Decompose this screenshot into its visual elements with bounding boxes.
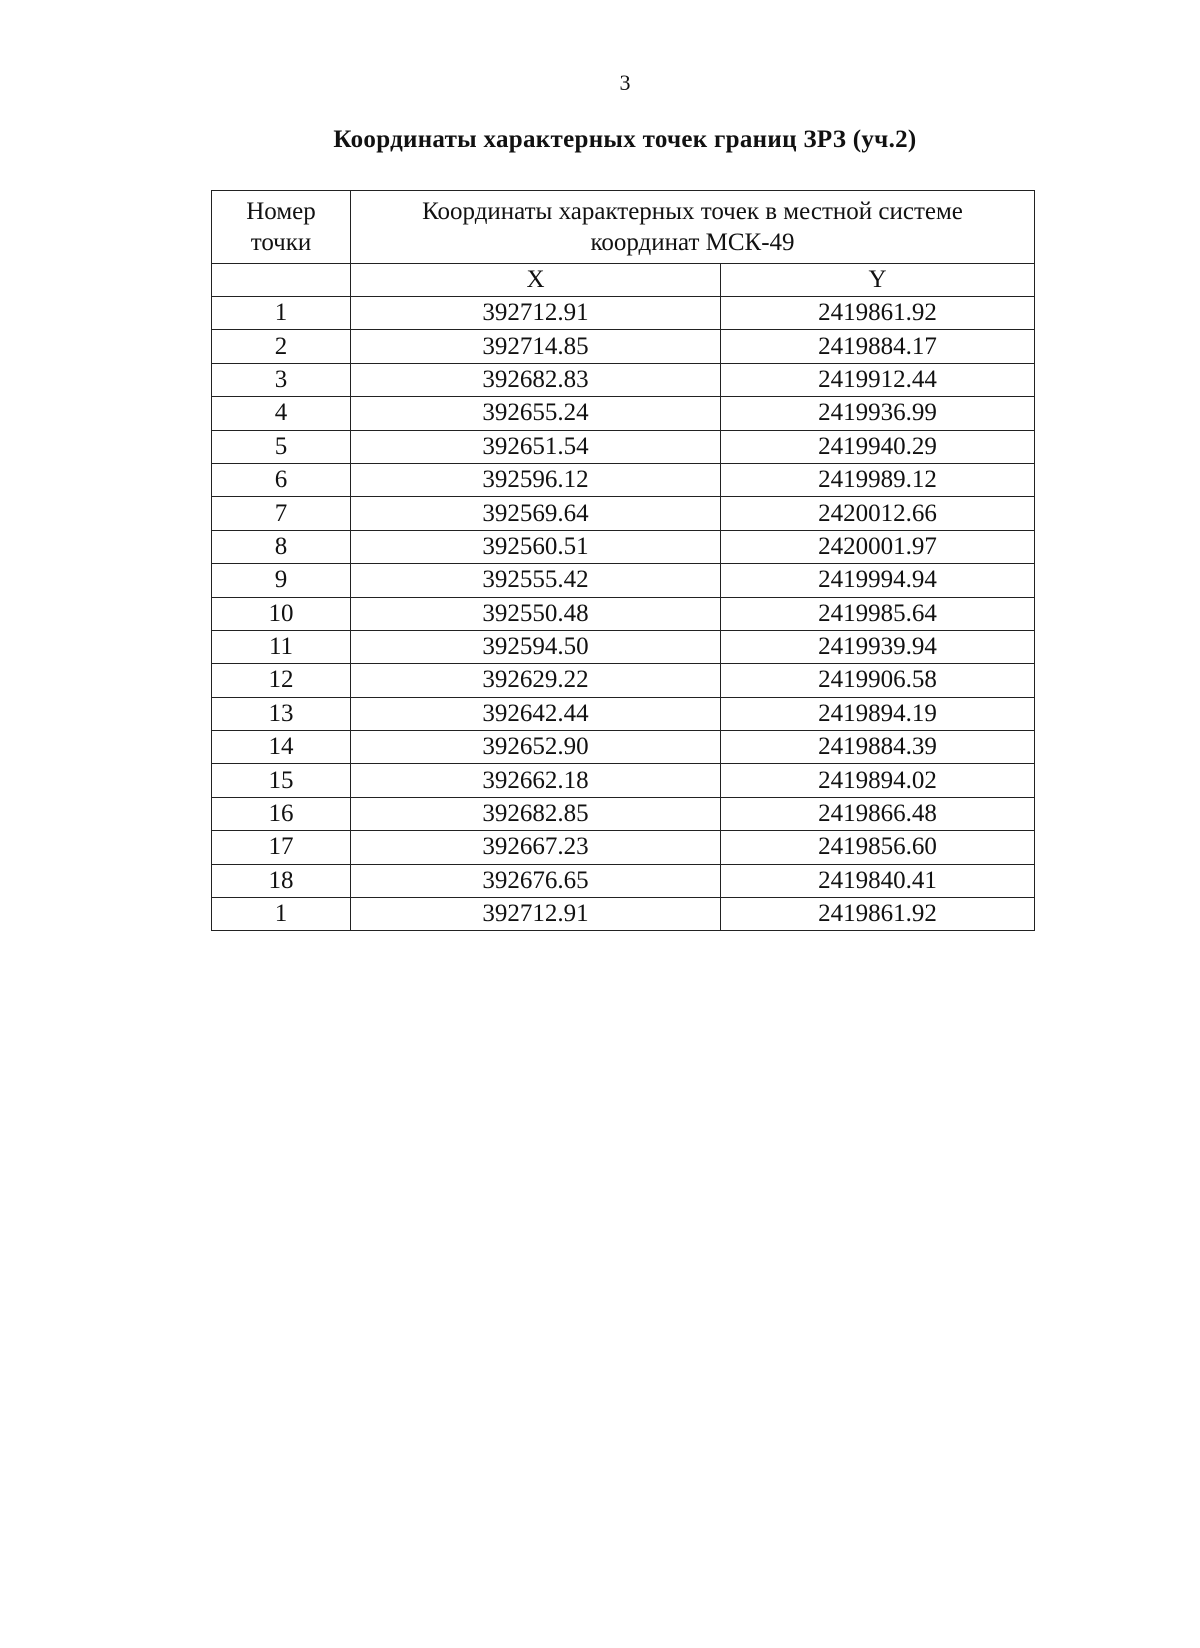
empty-header-cell xyxy=(212,264,351,297)
point-number-cell: 6 xyxy=(212,463,351,496)
x-coordinate-cell: 392667.23 xyxy=(351,831,721,864)
point-number-cell: 8 xyxy=(212,530,351,563)
table-row xyxy=(212,697,1035,730)
x-coordinate-cell: 392550.48 xyxy=(351,597,721,630)
table-row xyxy=(212,764,1035,797)
y-coordinate-cell: 2419940.29 xyxy=(721,430,1035,463)
x-coordinate-cell: 392676.65 xyxy=(351,864,721,897)
y-coordinate-cell: 2419861.92 xyxy=(721,898,1035,931)
point-number-cell: 11 xyxy=(212,630,351,663)
y-coordinate-cell: 2419894.02 xyxy=(721,764,1035,797)
table-row xyxy=(212,797,1035,830)
y-coordinate-cell: 2419866.48 xyxy=(721,797,1035,830)
y-coordinate-cell: 2419840.41 xyxy=(721,864,1035,897)
y-coordinate-cell: 2419912.44 xyxy=(721,363,1035,396)
point-number-cell: 2 xyxy=(212,330,351,363)
table-row xyxy=(212,630,1035,663)
table-row xyxy=(212,463,1035,496)
point-number-cell: 13 xyxy=(212,697,351,730)
point-number-cell: 1 xyxy=(212,898,351,931)
point-number-cell: 7 xyxy=(212,497,351,530)
table-row xyxy=(212,363,1035,396)
y-coordinate-cell: 2419989.12 xyxy=(721,463,1035,496)
x-coordinate-cell: 392652.90 xyxy=(351,731,721,764)
x-coordinate-cell: 392560.51 xyxy=(351,530,721,563)
point-number-cell: 1 xyxy=(212,297,351,330)
y-coordinate-cell: 2419936.99 xyxy=(721,397,1035,430)
x-coordinate-cell: 392642.44 xyxy=(351,697,721,730)
table-row xyxy=(212,497,1035,530)
point-number-cell: 16 xyxy=(212,797,351,830)
table-body xyxy=(212,297,1035,931)
point-number-header xyxy=(212,191,351,264)
point-number-cell: 15 xyxy=(212,764,351,797)
point-number-cell: 14 xyxy=(212,731,351,764)
table-row xyxy=(212,864,1035,897)
table-subheader-row xyxy=(212,264,1035,297)
point-number-cell: 17 xyxy=(212,831,351,864)
x-coordinate-cell: 392596.12 xyxy=(351,463,721,496)
x-coordinate-cell: 392655.24 xyxy=(351,397,721,430)
coordinates-header-line1: Координаты характерных точек в местной системе xyxy=(422,198,963,225)
point-number-cell: 4 xyxy=(212,397,351,430)
point-number-header-line2: точки xyxy=(250,229,312,256)
x-coordinate-cell: 392555.42 xyxy=(351,564,721,597)
point-number-cell: 10 xyxy=(212,597,351,630)
y-header: Y xyxy=(721,264,1035,297)
table-row xyxy=(212,898,1035,931)
y-coordinate-cell: 2419939.94 xyxy=(721,630,1035,663)
page-number: 3 xyxy=(619,70,631,95)
table-row xyxy=(212,530,1035,563)
table-row xyxy=(212,597,1035,630)
y-coordinate-cell: 2419894.19 xyxy=(721,697,1035,730)
y-coordinate-cell: 2419994.94 xyxy=(721,564,1035,597)
table-row xyxy=(212,664,1035,697)
x-coordinate-cell: 392714.85 xyxy=(351,330,721,363)
coordinates-table xyxy=(211,190,1035,931)
y-coordinate-cell: 2419985.64 xyxy=(721,597,1035,630)
x-coordinate-cell: 392651.54 xyxy=(351,430,721,463)
x-coordinate-cell: 392629.22 xyxy=(351,664,721,697)
page-title: Координаты характерных точек границ ЗРЗ (уч.2) xyxy=(333,126,917,153)
y-coordinate-cell: 2420001.97 xyxy=(721,530,1035,563)
point-number-cell: 12 xyxy=(212,664,351,697)
x-coordinate-cell: 392662.18 xyxy=(351,764,721,797)
table-row xyxy=(212,564,1035,597)
point-number-cell: 18 xyxy=(212,864,351,897)
table-row xyxy=(212,297,1035,330)
x-coordinate-cell: 392682.85 xyxy=(351,797,721,830)
y-coordinate-cell: 2419906.58 xyxy=(721,664,1035,697)
table-header-row xyxy=(212,191,1035,264)
table-row xyxy=(212,831,1035,864)
x-header: X xyxy=(351,264,721,297)
table-row xyxy=(212,397,1035,430)
point-number-cell: 3 xyxy=(212,363,351,396)
x-coordinate-cell: 392712.91 xyxy=(351,297,721,330)
y-coordinate-cell: 2420012.66 xyxy=(721,497,1035,530)
table-row xyxy=(212,330,1035,363)
table-row xyxy=(212,430,1035,463)
x-coordinate-cell: 392594.50 xyxy=(351,630,721,663)
y-coordinate-cell: 2419861.92 xyxy=(721,297,1035,330)
x-coordinate-cell: 392569.64 xyxy=(351,497,721,530)
x-coordinate-cell: 392682.83 xyxy=(351,363,721,396)
coordinates-header-line2: координат МСК-49 xyxy=(590,229,795,256)
point-number-cell: 5 xyxy=(212,430,351,463)
point-number-header-line1: Номер xyxy=(246,198,316,225)
y-coordinate-cell: 2419884.17 xyxy=(721,330,1035,363)
x-coordinate-cell: 392712.91 xyxy=(351,898,721,931)
table-row xyxy=(212,731,1035,764)
coordinates-header xyxy=(351,191,1035,264)
y-coordinate-cell: 2419856.60 xyxy=(721,831,1035,864)
point-number-cell: 9 xyxy=(212,564,351,597)
y-coordinate-cell: 2419884.39 xyxy=(721,731,1035,764)
